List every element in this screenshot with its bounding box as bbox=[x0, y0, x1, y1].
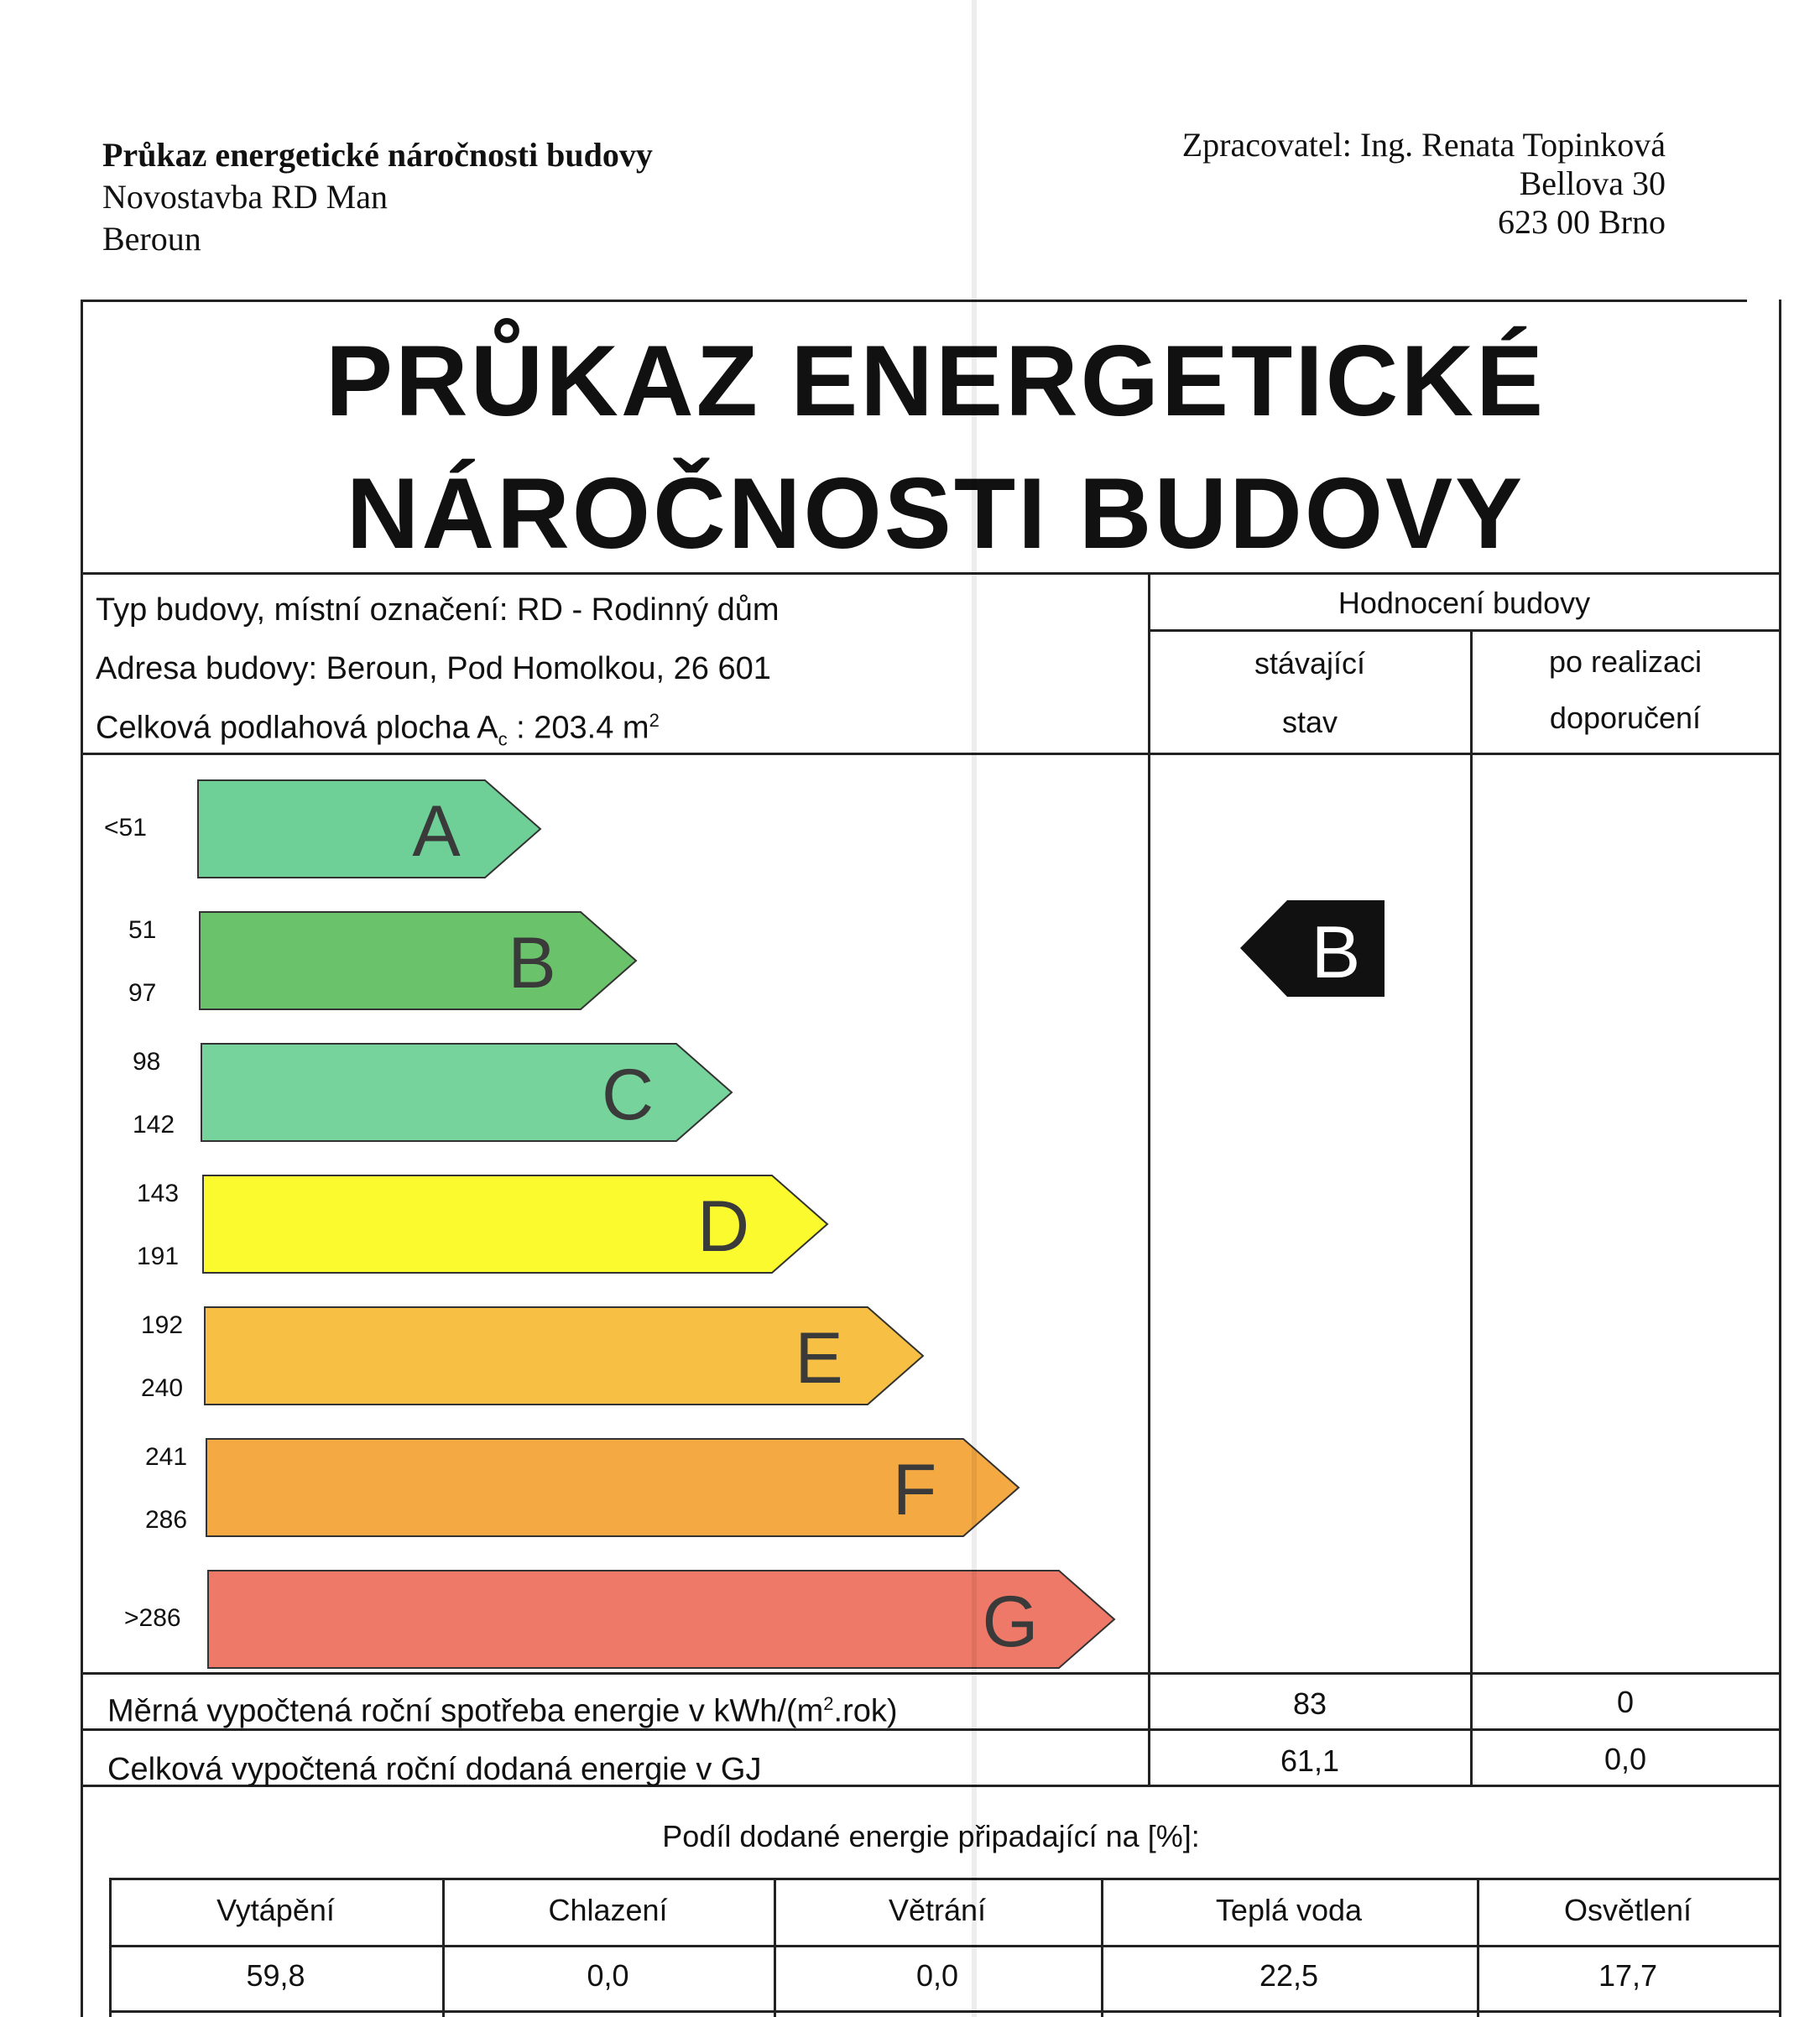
building-type: Typ budovy, místní označení: RD - Rodinný dům bbox=[96, 592, 780, 628]
floor-area-sub: c bbox=[498, 728, 508, 750]
class-range-min-e: 192 bbox=[141, 1311, 184, 1339]
energy-class-arrow-g bbox=[208, 1571, 1114, 1668]
specific-consumption-sup: 2 bbox=[823, 1693, 834, 1714]
total-energy-after: 0,0 bbox=[1604, 1742, 1647, 1776]
class-range-max-f: 286 bbox=[145, 1506, 188, 1534]
class-range-min-c: 98 bbox=[133, 1048, 161, 1076]
header-postcode-city: 623 00 Brno bbox=[1498, 203, 1666, 241]
energy-class-letter-c: C bbox=[601, 1055, 654, 1135]
floor-area-label: Celková podlahová plocha A bbox=[96, 710, 498, 746]
energy-share-title: Podíl dodané energie připadající na [%]: bbox=[662, 1819, 1200, 1853]
after-recommendation-label-1: po realizaci bbox=[1548, 644, 1703, 679]
current-state-label-1: stávající bbox=[1254, 646, 1366, 680]
share-table-mid bbox=[109, 1945, 1779, 1947]
building-address: Adresa budovy: Beroun, Pod Homolkou, 26 601 bbox=[96, 651, 771, 686]
class-range-max-c: 142 bbox=[133, 1111, 175, 1139]
floor-area-sup: 2 bbox=[649, 710, 660, 731]
header-building-name: Novostavba RD Man bbox=[102, 178, 388, 216]
current-rating-marker bbox=[1240, 900, 1385, 997]
class-range-max-e: 240 bbox=[141, 1374, 184, 1402]
energy-class-letter-f: F bbox=[892, 1450, 937, 1530]
class-range-max-b: 97 bbox=[128, 979, 157, 1007]
specific-consumption-label bbox=[107, 1693, 898, 1730]
specific-consumption-after: 0 bbox=[1616, 1685, 1635, 1719]
total-energy-label: Celková vypočtená roční dodaná energie v GJ bbox=[107, 1752, 762, 1787]
share-header: Osvětlení bbox=[1563, 1893, 1692, 1927]
header-processor: Zpracovatel: Ing. Renata Topinková bbox=[1181, 126, 1666, 164]
specific-consumption-current: 83 bbox=[1292, 1686, 1327, 1721]
current-state-label-2: stav bbox=[1281, 705, 1338, 739]
energy-class-arrow-b bbox=[200, 912, 636, 1009]
total-energy-current: 61,1 bbox=[1280, 1743, 1340, 1778]
specific-consumption-text: Měrná vypočtená roční spotřeba energie v kWh/(m bbox=[107, 1693, 824, 1729]
share-value: 22,5 bbox=[1259, 1958, 1319, 1993]
class-range-min-f: 241 bbox=[145, 1443, 188, 1471]
header-street: Bellova 30 bbox=[1519, 164, 1666, 202]
floor-area-value: : 203.4 m bbox=[507, 710, 649, 746]
main-title-line1: PRŮKAZ ENERGETICKÉ bbox=[325, 325, 1546, 437]
main-title-line2: NÁROČNOSTI BUDOVY bbox=[346, 457, 1525, 570]
energy-class-letter-d: D bbox=[696, 1186, 750, 1267]
energy-class-letter-e: E bbox=[795, 1318, 843, 1399]
share-value: 0,0 bbox=[587, 1958, 629, 1993]
share-header: Vytápění bbox=[216, 1893, 335, 1927]
energy-class-arrow-a bbox=[198, 780, 540, 878]
energy-class-letter-a: A bbox=[412, 791, 461, 872]
share-value: 59,8 bbox=[246, 1958, 305, 1993]
current-rating-letter: B bbox=[1311, 910, 1361, 993]
share-header: Chlazení bbox=[548, 1893, 668, 1927]
class-range-a: <51 bbox=[104, 814, 147, 842]
energy-class-letter-b: B bbox=[508, 923, 556, 1003]
class-range-max-d: 191 bbox=[137, 1243, 180, 1270]
share-value: 17,7 bbox=[1598, 1958, 1658, 1993]
header-document-title: Průkaz energetické náročnosti budovy bbox=[102, 136, 653, 174]
share-header: Teplá voda bbox=[1215, 1893, 1363, 1927]
after-recommendation-label-2: doporučení bbox=[1549, 701, 1702, 735]
class-range-min-b: 51 bbox=[128, 916, 157, 944]
specific-consumption-suffix: .rok) bbox=[833, 1693, 898, 1729]
energy-class-letter-g: G bbox=[982, 1582, 1039, 1662]
share-table-bottom bbox=[109, 2010, 1779, 2013]
share-header: Větrání bbox=[888, 1893, 987, 1927]
rating-title: Hodnocení budovy bbox=[1338, 586, 1591, 620]
class-range-min-d: 143 bbox=[137, 1180, 180, 1207]
share-value: 0,0 bbox=[915, 1958, 959, 1993]
scan-artifact-stripe bbox=[972, 0, 977, 2017]
class-range-g: >286 bbox=[124, 1604, 181, 1632]
share-table-top bbox=[109, 1878, 1779, 1880]
header-city: Beroun bbox=[102, 220, 201, 258]
